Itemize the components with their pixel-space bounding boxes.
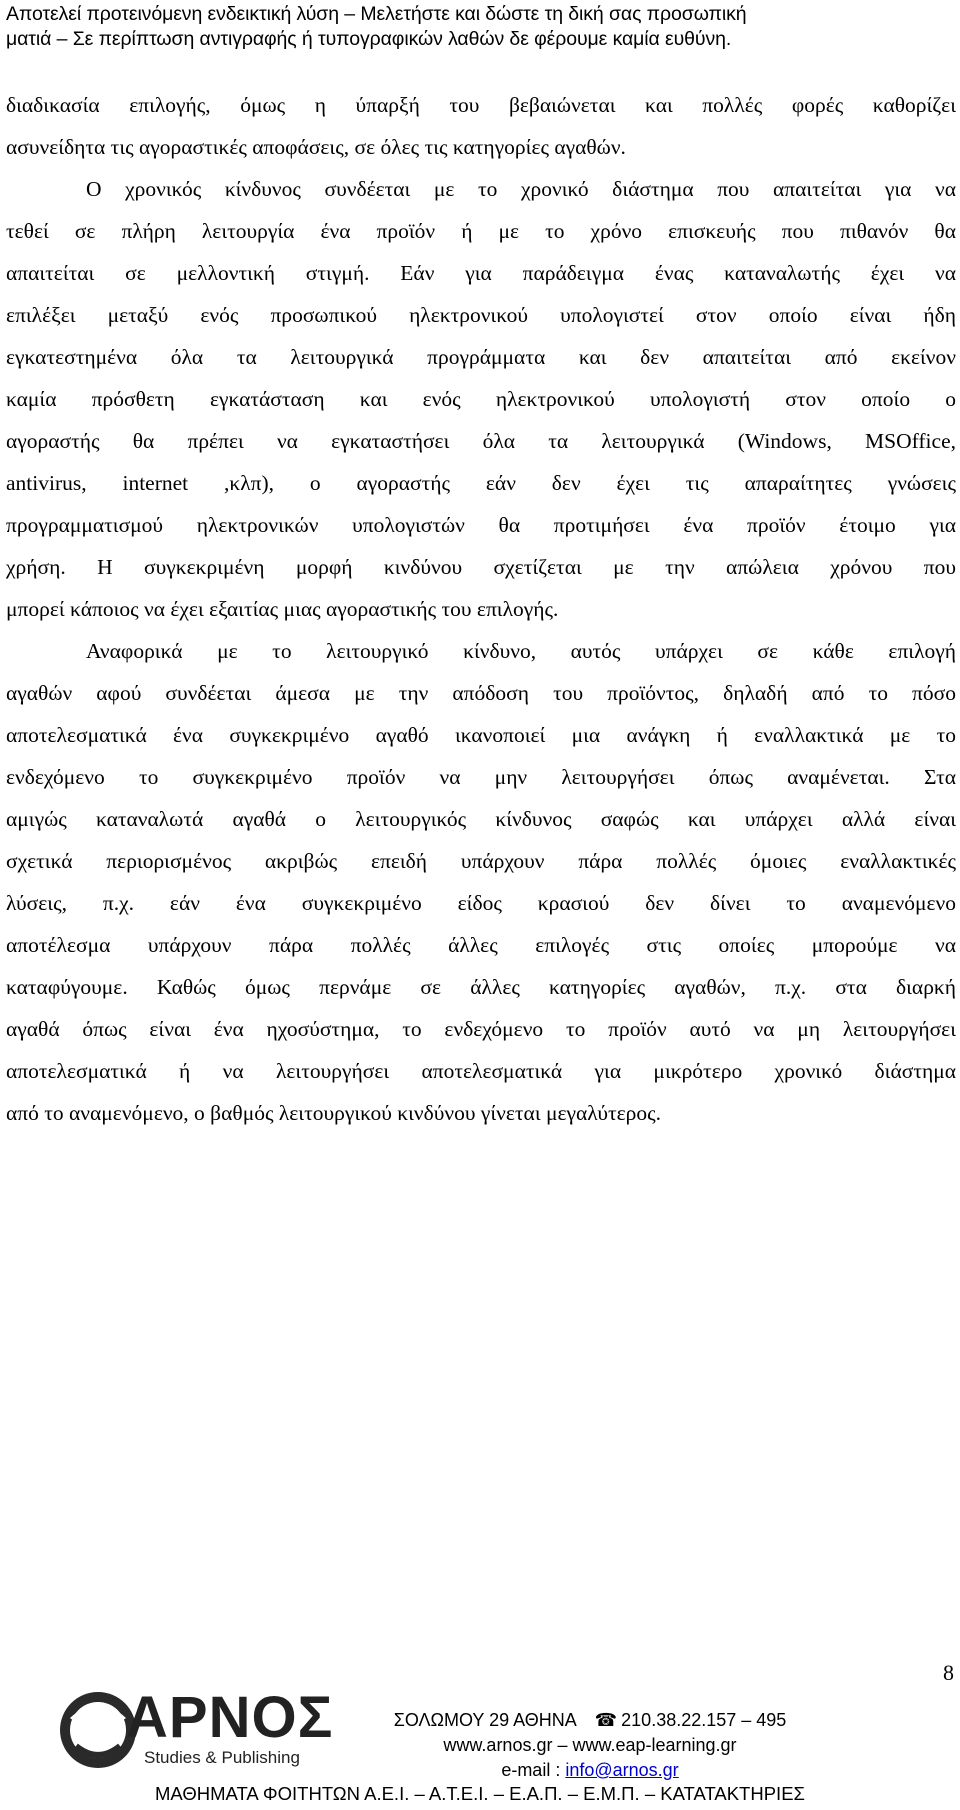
header-line-1: Αποτελεί προτεινόμενη ενδεικτική λύση – Μελετήστε και δώστε τη δική σας προσωπική: [6, 3, 747, 25]
logo-wordmark: ΑΡΝΟΣ: [126, 1685, 334, 1750]
text-line: αγαθά όπως είναι ένα ηχοσύστημα, το ενδεχόμενο το προϊόν αυτό να μη λειτουργήσει: [6, 1017, 956, 1041]
text-line: τεθεί σε πλήρη λειτουργία ένα προϊόν ή με το χρόνο επισκευής που πιθανόν θα: [6, 219, 956, 243]
text-line: αμιγώς καταναλωτά αγαθά ο λειτουργικός κίνδυνος σαφώς και υπάρχει αλλά είναι: [6, 807, 956, 831]
body-text: [6, 84, 956, 1134]
publisher-logo: [56, 1685, 334, 1772]
text-line: αγοραστής θα πρέπει να εγκαταστήσει όλα τα λειτουργικά (Windows, MSOffice,: [6, 429, 956, 453]
text-line: μπορεί κάποιος να έχει εξαιτίας μιας αγοραστικής του επιλογής.: [6, 597, 559, 621]
phone-number: 210.38.22.157 – 495: [621, 1710, 787, 1730]
text-line: διαδικασία επιλογής, όμως η ύπαρξή του βεβαιώνεται και πολλές φορές καθορίζει: [6, 93, 956, 117]
phone-icon: ☎: [594, 1710, 618, 1730]
text-line: antivirus, internet ,κλπ), ο αγοραστής εάν δεν έχει τις απαραίτητες γνώσεις: [6, 471, 956, 495]
text-line: Ο χρονικός κίνδυνος συνδέεται με το χρονικό διάστημα που απαιτείται για να: [86, 177, 956, 201]
text-line: αποτέλεσμα υπάρχουν πάρα πολλές άλλες επιλογές στις οποίες μπορούμε να: [6, 933, 956, 957]
address: ΣΟΛΩΜΟΥ 29 ΑΘΗΝΑ: [393, 1710, 577, 1730]
email-row: [340, 1758, 840, 1783]
address-row: [340, 1708, 840, 1733]
text-line: απαιτείται σε μελλοντική στιγμή. Εάν για παράδειγμα ένας καταναλωτής έχει να: [6, 261, 956, 285]
text-line: εγκατεστημένα όλα τα λειτουργικά προγράμματα και δεν απαιτείται από εκείνον: [6, 345, 956, 369]
page-number: 8: [943, 1660, 954, 1685]
websites: www.arnos.gr – www.eap-learning.gr: [443, 1735, 737, 1755]
text-line: Αναφορικά με το λειτουργικό κίνδυνο, αυτός υπάρχει σε κάθε επιλογή: [86, 639, 956, 663]
footer-courses: ΜΑΘΗΜΑΤΑ ΦΟΙΤΗΤΩΝ Α.Ε.Ι. – Α.Τ.Ε.Ι. – Ε.Α.Π. – Ε.Μ.Π. – ΚΑΤΑΤΑΚΤΗΡΙΕΣ: [155, 1783, 805, 1804]
header-line-2: ματιά – Σε περίπτωση αντιγραφής ή τυπογραφικών λαθών δε φέρουμε καμία ευθύνη.: [6, 28, 732, 50]
text-line: προγραμματισμού ηλεκτρονικών υπολογιστών θα προτιμήσει ένα προϊόν έτοιμο για: [6, 513, 956, 537]
text-line: καταφύγουμε. Καθώς όμως περνάμε σε άλλες κατηγορίες αγαθών, π.χ. στα διαρκή: [6, 975, 956, 999]
text-line: από το αναμενόμενο, ο βαθμός λειτουργικού κινδύνου γίνεται μεγαλύτερος.: [6, 1101, 662, 1125]
text-line: ασυνείδητα τις αγοραστικές αποφάσεις, σε όλες τις κατηγορίες αγαθών.: [6, 135, 626, 159]
text-line: καμία πρόσθετη εγκατάσταση και ενός ηλεκτρονικού υπολογιστή στον οποίο ο: [6, 387, 956, 411]
text-line: επιλέξει μεταξύ ενός προσωπικού ηλεκτρονικού υπολογιστεί στον οποίο είναι ήδη: [6, 303, 956, 327]
email-label: e-mail :: [501, 1760, 561, 1780]
text-line: σχετικά περιορισμένος ακριβώς επειδή υπάρχουν πάρα πολλές όμοιες εναλλακτικές: [6, 849, 956, 873]
email-link[interactable]: info@arnos.gr: [565, 1760, 679, 1780]
text-line: αγαθών αφού συνδέεται άμεσα με την απόδοση του προϊόντος, δηλαδή από το πόσο: [6, 681, 956, 705]
text-line: αποτελεσματικά ή να λειτουργήσει αποτελεσματικά για μικρότερο χρονικό διάστημα: [6, 1059, 956, 1083]
text-line: ενδεχόμενο το συγκεκριμένο προϊόν να μην λειτουργήσει όπως αναμένεται. Στα: [6, 765, 956, 789]
logo-subtitle: Studies & Publishing: [144, 1748, 300, 1767]
contact-block: [340, 1708, 840, 1783]
page-header: [6, 2, 954, 52]
text-line: χρήση. Η συγκεκριμένη μορφή κινδύνου σχετίζεται με την απώλεια χρόνου που: [6, 555, 956, 579]
text-line: αποτελεσματικά ένα συγκεκριμένο αγαθό ικανοποιεί μια ανάγκη ή εναλλακτικά με το: [6, 723, 956, 747]
text-line: λύσεις, π.χ. εάν ένα συγκεκριμένο είδος κρασιού δεν δίνει το αναμενόμενο: [6, 891, 956, 915]
